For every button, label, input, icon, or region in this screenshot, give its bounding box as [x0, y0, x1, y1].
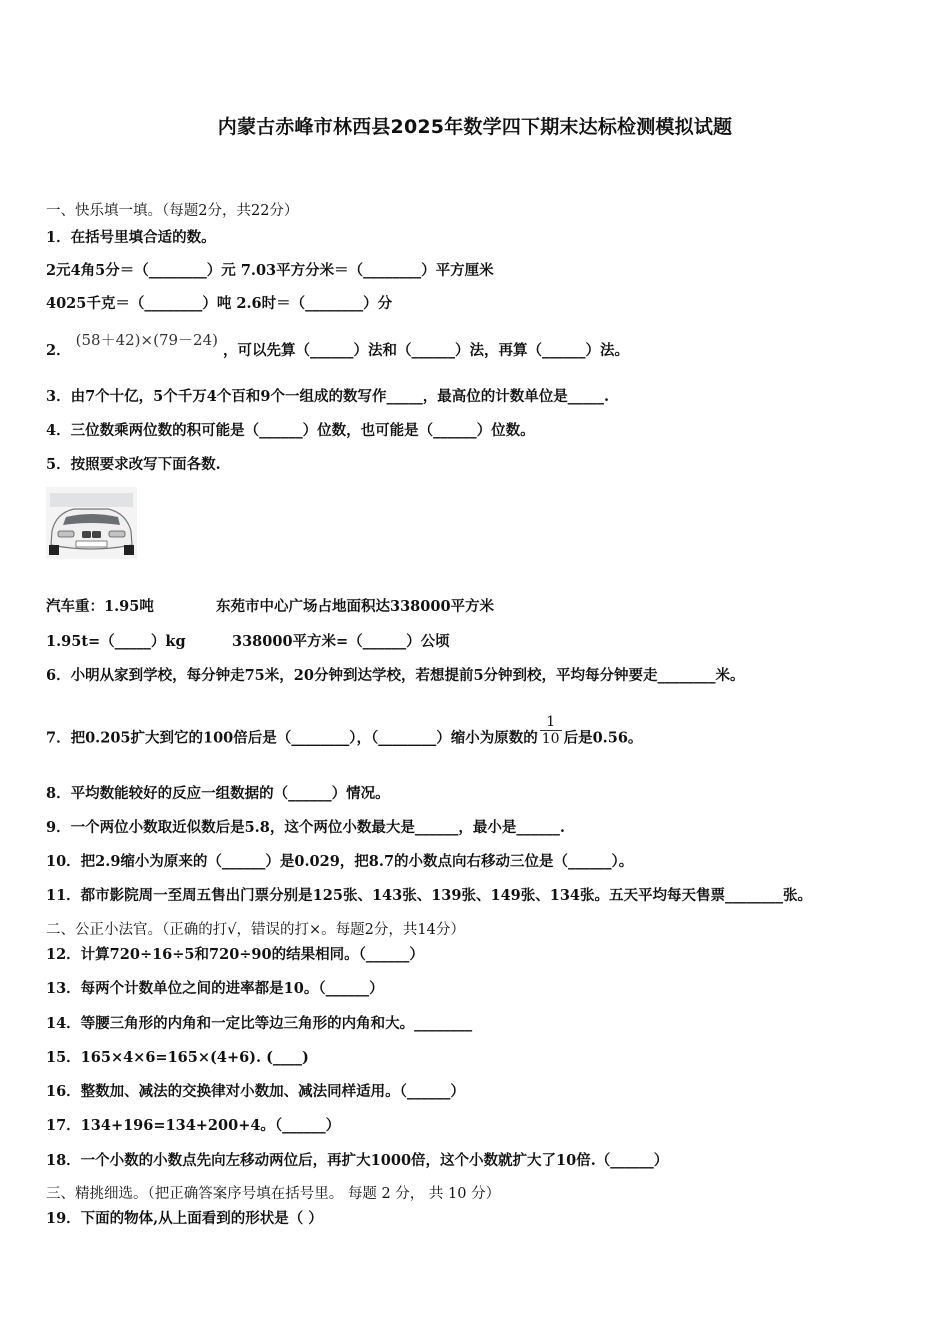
- question-4: 4．三位数乘两位数的积可能是（______）位数，也可能是（______）位数。: [46, 422, 535, 439]
- question-16: 16．整数加、减法的交换律对小数加、减法同样适用。（______）: [46, 1083, 465, 1100]
- car-image: [46, 487, 137, 559]
- section-1-heading: 一、快乐填一填。（每题2分，共22分）: [46, 203, 299, 219]
- question-9: 9．一个两位小数取近似数后是5.8，这个两位小数最大是______，最小是______.: [46, 819, 565, 836]
- question-11: 11．都市影院周一至周五售出门票分别是125张、143张、139张、149张、134张。五天平均每天售票________张。: [46, 887, 813, 904]
- question-1-stem: 1．在括号里填合适的数。: [46, 229, 216, 246]
- question-19: 19．下面的物体,从上面看到的形状是（ ）: [46, 1210, 323, 1227]
- question-1-row-1: 2元4角5分＝（________）元 7.03平方分米＝（________）平方厘米: [46, 262, 494, 279]
- fraction-numerator: 1: [540, 714, 562, 731]
- question-5-row-2: [46, 632, 450, 652]
- question-5-row-1: [46, 597, 495, 617]
- question-2: [46, 331, 630, 361]
- question-2-expression: (58＋42)×(79－24): [75, 331, 218, 349]
- question-13: 13．每两个计数单位之间的进率都是10。（______）: [46, 980, 384, 997]
- square-area-blank: 338000平方米=（______）公顷: [232, 633, 450, 650]
- question-3: 3．由7个十亿，5个千万4个百和9个一组成的数写作_____，最高位的计数单位是_____.: [46, 388, 609, 405]
- question-7: [46, 714, 643, 755]
- section-2-heading: 二、公正小法官。（正确的打√，错误的打×。每题2分，共14分）: [46, 922, 465, 938]
- question-15: 15．165×4×6=165×(4+6). (____): [46, 1049, 309, 1066]
- question-6: 6．小明从家到学校，每分钟走75米，20分钟到达学校，若想提前5分钟到校，平均每分钟要走________米。: [46, 667, 745, 684]
- question-10: 10．把2.9缩小为原来的（______）是0.029，把8.7的小数点向右移动三位是（______）。: [46, 853, 634, 870]
- question-8: 8．平均数能较好的反应一组数据的（______）情况。: [46, 785, 390, 802]
- question-7-text-before: 7．把0.205扩大到它的100倍后是（________），（________）缩小为原数的: [46, 729, 538, 747]
- question-18: 18．一个小数的小数点先向左移动两位后，再扩大1000倍，这个小数就扩大了10倍.（______）: [46, 1152, 669, 1169]
- question-17: 17．134+196=134+200+4。（______）: [46, 1117, 341, 1134]
- question-2-number: 2．: [46, 342, 71, 359]
- one-tenth-fraction: [540, 714, 562, 747]
- car-weight-blank: 1.95t=（_____）kg: [46, 633, 186, 650]
- question-5-stem: 5．按照要求改写下面各数.: [46, 456, 221, 473]
- car-weight-label: 汽车重：1.95吨: [46, 598, 154, 615]
- fraction-denominator: 10: [541, 731, 560, 747]
- question-7-text-after: 后是0.56。: [563, 729, 643, 747]
- section-3-heading: 三、精挑细选。（把正确答案序号填在括号里。 每题 2 分， 共 10 分）: [46, 1186, 501, 1202]
- question-2-text: ，可以先算（______）法和（______）法，再算（______）法。: [223, 342, 630, 359]
- page-title: 内蒙古赤峰市林西县2025年数学四下期末达标检测模拟试题: [217, 116, 733, 138]
- question-14: 14．等腰三角形的内角和一定比等边三角形的内角和大。________: [46, 1015, 473, 1032]
- question-12: 12．计算720÷16÷5和720÷90的结果相同。（______）: [46, 946, 424, 963]
- question-1-row-2: 4025千克＝（________）吨 2.6时＝（________）分: [46, 295, 393, 312]
- square-area-label: 东苑市中心广场占地面积达338000平方米: [216, 598, 495, 615]
